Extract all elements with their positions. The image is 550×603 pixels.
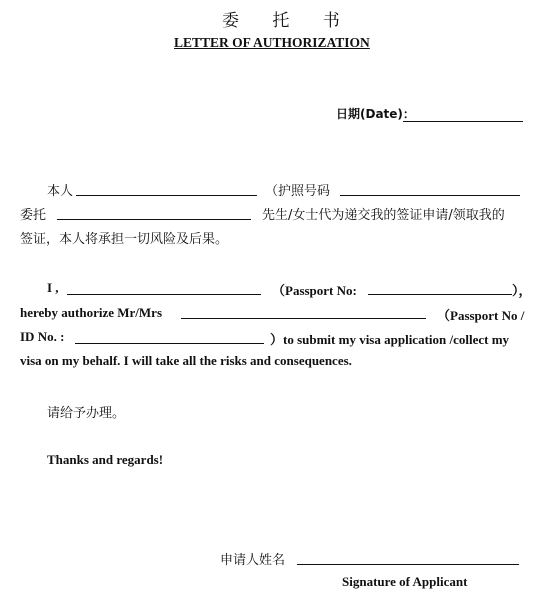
en-authorized-name-field-line[interactable] (181, 318, 426, 319)
en-name-field-line[interactable] (67, 294, 261, 295)
date-label: 日期(Date)： (336, 107, 415, 121)
cn-self-label: 本人 (47, 184, 74, 199)
en-passport-close: ）， (512, 283, 532, 298)
en-authorize-text: hereby authorize Mr/Mrs (20, 305, 162, 320)
title-english: LETTER OF AUTHORIZATION (174, 35, 370, 50)
cn-name-field-line[interactable] (76, 195, 257, 196)
en-id-label: ID No. : (20, 329, 65, 344)
please-cn: 请给予办理。 (47, 406, 126, 421)
cn-line3-text: 签证，本人将承担一切风险及后果。 (20, 232, 229, 247)
en-passport-label: （Passport No: (272, 283, 357, 298)
date-field-line[interactable] (403, 121, 523, 122)
applicant-name-label: 申请人姓名 (220, 553, 286, 568)
cn-passport-label: （护照号码 (265, 184, 331, 199)
cn-passport-field-line[interactable] (340, 195, 520, 196)
title-chinese: 委 托 书 (222, 11, 354, 31)
cn-delegate-field-line[interactable] (57, 219, 251, 220)
en-last-line: visa on my behalf. I will take all the risks and consequences. (20, 353, 352, 368)
en-passport-label-2: （Passport No / (437, 308, 525, 323)
cn-delegate-label: 委托 (20, 208, 47, 223)
thanks-text: Thanks and regards! (47, 452, 164, 467)
en-i-label: I , (47, 280, 59, 295)
signature-field-line[interactable] (297, 564, 519, 565)
en-id-field-line[interactable] (75, 343, 264, 344)
en-passport-field-line[interactable] (368, 294, 512, 295)
signature-label: Signature of Applicant (342, 574, 468, 589)
en-submit-text: ）to submit my visa application /collect my (270, 332, 510, 347)
cn-line2-text: 先生/女士代为递交我的签证申请/领取我的 (262, 208, 505, 223)
